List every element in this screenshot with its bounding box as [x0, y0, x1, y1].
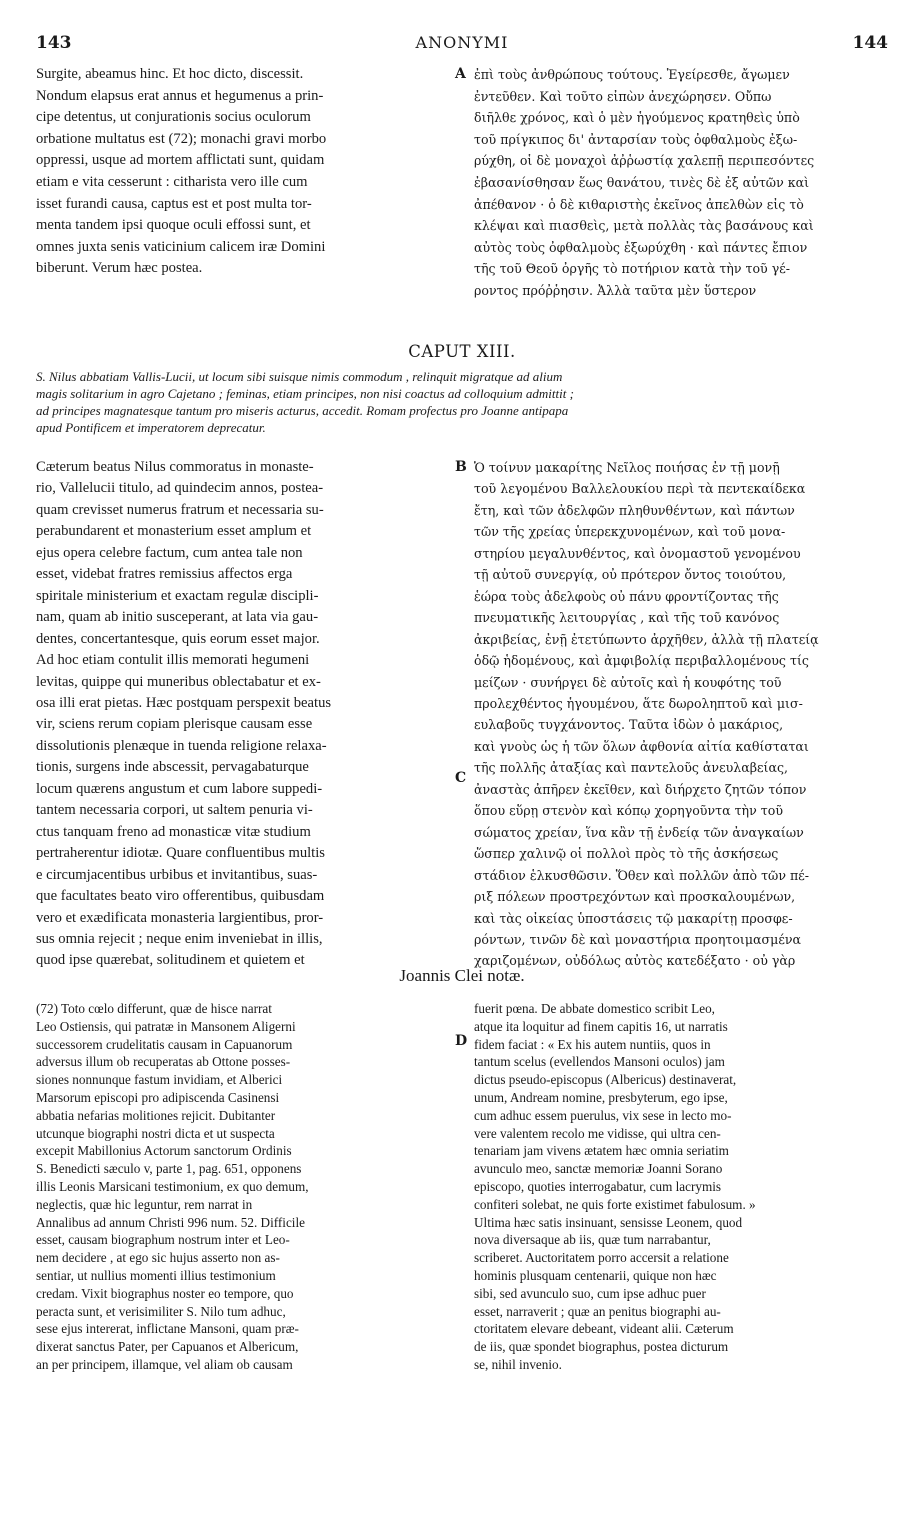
- top-latin-column: [36, 64, 452, 280]
- margin-marker-d: D: [455, 1033, 468, 1049]
- main-latin-column: [36, 457, 452, 972]
- top-latin-line: etiam e vita cesserunt : citharista vero ille cum: [36, 173, 308, 190]
- notes-right-line: sibi, sed avunculo suo, cum ipse adhuc puer: [474, 1285, 706, 1301]
- main-greek-line: ἑώρα τοὺς ἀδελφοὺς οὐ πάνυ φροντίζοντας τῆς: [474, 588, 779, 604]
- notes-right-line: tenariam jam vivens ætatem hæc omnia seriatim: [474, 1143, 729, 1159]
- margin-marker-b: B: [455, 459, 467, 475]
- main-latin-line: e circumjacentibus urbibus et invitantibus, suas-: [36, 866, 318, 883]
- top-greek-column: [474, 64, 890, 302]
- main-latin-line: Ad hoc etiam contulit illis memorati hegumeni: [36, 652, 310, 669]
- main-latin-line: tantem necessaria corpori, ut saltem penuria vi-: [36, 802, 313, 819]
- notes-right-line: ctoritatem elevare debeant, videant alii. Cæterum: [474, 1321, 734, 1337]
- notes-left-line: illis Leonis Marsicani testimonium, ex quo demum,: [36, 1178, 309, 1194]
- main-greek-line: Ὁ τοίνυν μακαρίτης Νεῖλος ποιήσας ἐν τῇ μονῇ: [474, 460, 780, 475]
- top-greek-line: τῆς τοῦ Θεοῦ ὀργῆς τὸ ποτήριον κατὰ τὴν τοῦ γέ-: [474, 261, 791, 277]
- main-greek-line: ἀκριβείας, ἐνῇ ἐτετύπωντο ἀρχῆθεν, ἀλλὰ τῇ πλατείᾳ: [474, 631, 819, 647]
- top-greek-line: ρύχθη, οἱ δὲ μοναχοὶ ἀῤῥωστίᾳ χαλεπῇ περιπεσόντες: [474, 153, 815, 169]
- main-latin-line: rio, Vallelucii titulo, ad quindecim annos, postea-: [36, 480, 324, 497]
- main-latin-line: vero et exædificata monasteria largientibus, pror-: [36, 909, 324, 926]
- main-latin-line: que facultates beato viro offerentibus, quibusdam: [36, 888, 325, 905]
- notes-right-line: vere valentem recolo me vidisse, qui ultra cen-: [474, 1125, 721, 1141]
- top-greek-line: αὐτὸς τοὺς ὀφθαλμοὺς ἐξωρύχθη · καὶ πάντες ἔπιον: [474, 239, 808, 255]
- main-greek-line: ρόντων, τινῶν δὲ καὶ μοναστήρια προητοιμασμένα: [474, 931, 802, 947]
- notes-right-line: Ultima hæc satis insinuant, sensisse Leonem, quod: [474, 1214, 743, 1230]
- notes-left-line: utcunque biographi nostri dicta et ut suspecta: [36, 1125, 275, 1141]
- notes-right-line: confiteri solebat, ne quis forte existimet fabulosum. »: [474, 1196, 756, 1212]
- main-greek-line: πνευματικῆς λειτουργίας , καὶ τῆς τοῦ κανόνος: [474, 610, 780, 626]
- notes-heading: Joannis Clei notæ.: [399, 966, 525, 985]
- notes-left-line: (72) Toto cœlo differunt, quæ de hisce narrat: [36, 1001, 272, 1016]
- main-latin-line: nam, quam ab initio susceperant, at lata via gau-: [36, 609, 319, 626]
- main-latin-line: sus omnia rejecit ; neque enim inveniebat in illis,: [36, 930, 323, 947]
- main-latin-line: quam crevisset numerus fratrum et necessaria su-: [36, 501, 324, 518]
- main-greek-line: στηρίου μεγαλυνθέντος, καὶ ὀνομαστοῦ γενομένου: [474, 545, 801, 561]
- top-greek-line: ροντος πρόῤῥησιν. Ἀλλὰ ταῦτα μὲν ὕστερον: [474, 282, 757, 298]
- top-latin-line: menta tandem ipsi quoque oculi effossi sunt, et: [36, 217, 311, 234]
- main-greek-line: στάδιον ἑλκυσθῶσιν. Ὅθεν καὶ πολλῶν ἀπὸ τῶν πέ-: [474, 867, 810, 883]
- notes-left-column: [36, 1000, 452, 1374]
- notes-left-line: dixerat sanctus Pater, per Capuanos et Albericum,: [36, 1339, 299, 1355]
- summary-line: apud Pontificem et imperatorem deprecatur.: [36, 420, 266, 435]
- notes-left-line: successorem crudelitatis causam in Capuanorum: [36, 1036, 293, 1052]
- notes-left-line: sese ejus intererat, inflictane Mansoni, quam præ-: [36, 1321, 299, 1337]
- top-latin-line: cipe detentus, ut conjurationis socius oculorum: [36, 109, 311, 126]
- main-latin-line: vir, sciens rerum copiam plerisque causam esse: [36, 716, 313, 733]
- top-greek-line: ἐβασανίσθησαν ἕως θανάτου, τινὲς δὲ ἐξ αὐτῶν καὶ: [474, 174, 810, 190]
- main-greek-line: τοῦ λεγομένου Βαλλελουκίου περὶ τὰ πεντεκαίδεκα: [474, 481, 806, 497]
- top-latin-line: oppressi, usque ad mortem afflictati sunt, quidam: [36, 152, 325, 169]
- main-greek-line: ἀναστὰς ἀπῆρεν ἐκεῖθεν, καὶ διήρχετο ζητῶν τόπον: [474, 781, 807, 797]
- notes-right-column: [474, 1000, 890, 1374]
- running-title: ANONYMI: [415, 33, 509, 52]
- notes-right-line: atque ita loquitur ad finem capitis 16, ut narratis: [474, 1018, 728, 1034]
- notes-left-line: siones nonnunque fastum invidiam, et Alberici: [36, 1072, 283, 1088]
- notes-left-line: S. Benedicti sæculo v, parte 1, pag. 651, opponens: [36, 1161, 302, 1177]
- main-latin-line: ctus tanquam freno ad monasticæ vitæ studium: [36, 823, 311, 840]
- notes-right-line: tantum scelus (evellendos Mansoni oculos) jam: [474, 1054, 725, 1070]
- notes-right-line: avunculo meo, sanctæ memoriæ Joanni Sorano: [474, 1161, 723, 1177]
- main-greek-line: καὶ τὰς οἰκείας ὑποστάσεις τῷ μακαρίτῃ προσφε-: [474, 910, 793, 926]
- main-latin-line: perabundarent et monasterium esset amplum et: [36, 523, 312, 540]
- main-greek-line: χαριζομένων, οὐδόλως αὐτὸς κατεδέξατο · οὐ γὰρ: [474, 953, 796, 969]
- top-latin-line: Surgite, abeamus hinc. Et hoc dicto, discessit.: [36, 66, 304, 82]
- page-number-right: 144: [852, 33, 888, 53]
- main-greek-line: ὅπου εὕρῃ στενὸν καὶ κόπῳ χορηγοῦντα τὴν τοῦ: [474, 803, 783, 819]
- notes-right-line: cum adhuc essem puerulus, vix sese in lecto mo-: [474, 1107, 732, 1123]
- top-latin-line: orbatione multatus est (72); monachi gravi morbo: [36, 130, 327, 147]
- margin-marker-c: C: [455, 770, 467, 786]
- page-header: [36, 33, 888, 57]
- main-greek-line: ριξ πόλεων προστρεχόντων καὶ προσκαλουμένων,: [474, 889, 796, 905]
- notes-right-line: fidem faciat : « Ex his autem nuntiis, quos in: [474, 1036, 711, 1052]
- main-latin-line: spiritale ministerium et exactam regulæ discipli-: [36, 587, 319, 604]
- top-greek-line: κλέψαι καὶ πιασθεὶς, μετὰ πολλὰς τὰς βασάνους καὶ: [474, 218, 814, 234]
- top-greek-line: ἐντεῦθεν. Καὶ τοῦτο εἰπὼν ἀνεχώρησεν. Οὔπω: [474, 88, 772, 104]
- main-latin-line: ejus opera celebre factum, cum antea tale non: [36, 544, 303, 561]
- notes-right-line: se, nihil invenio.: [474, 1356, 562, 1372]
- chapter-summary: [36, 368, 890, 436]
- top-latin-line: Nondum elapsus erat annus et hegumenus a prin-: [36, 87, 324, 104]
- summary-line: S. Nilus abbatiam Vallis-Lucii, ut locum sibi suisque nimis commodum , relinquit migratque ad alium: [36, 369, 563, 384]
- main-greek-line: προλεχθέντος ἡγουμένου, ἅτε δωροληπτοῦ καὶ μισ-: [474, 695, 803, 711]
- main-greek-line: τῇ αὐτοῦ συνεργίᾳ, οὐ πρότερον ὄντος τοιούτου,: [474, 567, 787, 583]
- main-latin-line: levitas, quippe qui muneribus oblectabatur et ex-: [36, 673, 321, 690]
- top-greek-line: ἀπέθανον · ὁ δὲ κιθαριστὴς ἐκεῖνος ἀπελθὼν εἰς τὸ: [474, 196, 804, 212]
- main-latin-line: osa illi erat pietas. Hæc postquam perspexit beatus: [36, 694, 332, 711]
- notes-left-line: abbatia nefarias molitiones rejicit. Dubitanter: [36, 1107, 276, 1123]
- main-latin-line: Cæterum beatus Nilus commoratus in monaste-: [36, 459, 314, 475]
- top-latin-line: isset furandi causa, captus est et post multa tor-: [36, 195, 312, 212]
- notes-left-line: sentiar, ut nullius momenti illius testimonium: [36, 1267, 276, 1283]
- chapter-heading: CAPUT XIII.: [408, 342, 516, 361]
- notes-right-line: hominis plusquam centenarii, quique non hæc: [474, 1267, 717, 1283]
- main-greek-line: ευλαβοῦς τυγχάνοντος. Ταῦτα ἰδὼν ὁ μακάριος,: [474, 717, 784, 733]
- notes-left-line: excepit Mabillonius Actorum sanctorum Ordinis: [36, 1143, 292, 1159]
- notes-left-line: neglectis, quæ hic leguntur, rem narrat in: [36, 1196, 253, 1212]
- main-greek-line: καὶ γνοὺς ὡς ἡ τῶν ὅλων ἀφθονία αἰτία καθίσταται: [474, 738, 809, 754]
- notes-right-line: fuerit pœna. De abbate domestico scribit Leo,: [474, 1001, 715, 1016]
- page-number-left: 143: [36, 33, 72, 53]
- summary-line: ad principes magnatesque tantum pro miseris acturus, accedit. Romam profectus pro Joanne antipapa: [36, 403, 569, 418]
- margin-marker-a: A: [455, 66, 466, 82]
- notes-left-line: an per principem, illamque, vel aliam ob causam: [36, 1356, 293, 1372]
- notes-right-line: nova diversaque ab iis, quæ tum narrabantur,: [474, 1232, 711, 1248]
- notes-right-line: scriberet. Auctoritatem porro accersit a relatione: [474, 1250, 729, 1266]
- main-latin-line: pertraherentur idiotæ. Quare confluentibus multis: [36, 845, 325, 862]
- notes-left-line: adversus illum ob recuperatas ab Ottone posses-: [36, 1054, 291, 1070]
- main-greek-line: ἔτη, καὶ τῶν ἀδελφῶν πληθυνθέντων, καὶ πάντων: [474, 502, 795, 518]
- main-greek-line: ὁδῷ ἡδομένους, καὶ ἀμφιβολίᾳ περιβαλλομένους τίς: [474, 653, 809, 669]
- main-greek-line: τῶν τῆς χρείας ὑπερεκχυνομένων, καὶ τοῦ μονα-: [474, 524, 786, 540]
- notes-right-line: unum, Andream nomine, presbyterum, ego ipse,: [474, 1089, 728, 1105]
- top-greek-line: τοῦ πρίγκιπος δι' ἀνταρσίαν τοὺς ὀφθαλμοὺς ἐξω-: [474, 131, 798, 147]
- notes-left-line: Leo Ostiensis, qui patratæ in Mansonem Aligerni: [36, 1018, 296, 1034]
- main-latin-line: dissolutionis plenæque in tuenda religione relaxa-: [36, 737, 327, 754]
- main-latin-line: quod ipse quærebat, solitudinem et quietem et: [36, 952, 305, 969]
- notes-left-line: nem decidere , at ego sic hujus asserto non as-: [36, 1250, 280, 1266]
- main-latin-line: esset, videbat fratres remissius affectos erga: [36, 566, 293, 583]
- main-greek-line: σώματος χρείαν, ἵνα κἂν τῇ ἐνδείᾳ τῶν ἀναγκαίων: [474, 824, 804, 840]
- notes-left-line: credam. Vixit biographus noster eo tempore, quo: [36, 1285, 294, 1301]
- main-greek-line: τῆς πολλῆς ἀταξίας καὶ παντελοῦς ἀνευλαβείας,: [474, 760, 789, 776]
- top-greek-line: ἐπὶ τοὺς ἀνθρώπους τούτους. Ἐγείρεσθε, ἄγωμεν: [474, 67, 790, 82]
- notes-right-line: dictus pseudo-episcopus (Albericus) destinaverat,: [474, 1072, 737, 1088]
- main-latin-line: locum quærens angustum et cum labore suppedi-: [36, 780, 323, 797]
- main-greek-column: [474, 457, 890, 972]
- notes-left-line: peracta sunt, et verisimiliter S. Nilo tum adhuc,: [36, 1303, 286, 1319]
- notes-right-line: de iis, quæ spondet biographus, postea dicturum: [474, 1339, 729, 1355]
- top-greek-line: διῆλθε χρόνος, καὶ ὁ μὲν ἡγούμενος κρατηθεὶς ὑπὸ: [474, 110, 800, 126]
- notes-left-line: esset, causam biographum nostrum inter et Leo-: [36, 1232, 290, 1248]
- notes-right-line: episcopo, quoties interrogabatur, cum lacrymis: [474, 1178, 722, 1194]
- notes-left-line: Annalibus ad annum Christi 996 num. 52. Difficile: [36, 1214, 305, 1230]
- main-latin-line: dentes, concertantesque, quis eorum esset major.: [36, 630, 320, 647]
- main-greek-line: ὥσπερ χαλινῷ οἱ πολλοὶ πρὸς τὸ τῆς ἀσκήσεως: [474, 846, 779, 862]
- main-greek-line: μείζων · συνήργει δὲ αὐτοῖς καὶ ἡ κουφότης τοῦ: [474, 674, 782, 690]
- notes-left-line: Marsorum episcopi pro adipiscenda Casinensi: [36, 1089, 280, 1105]
- top-latin-line: biberunt. Verum hæc postea.: [36, 260, 203, 277]
- notes-right-line: esset, narraverit ; quæ an penitus biographi au-: [474, 1303, 721, 1319]
- top-latin-line: omnes juxta senis vaticinium calicem iræ Domini: [36, 238, 326, 255]
- summary-line: magis solitarium in agro Cajetano ; feminas, etiam principes, non nisi coactus ad colloquium admittit ;: [36, 386, 574, 401]
- main-latin-line: tionis, surgens inde abscessit, pervagabaturque: [36, 759, 309, 776]
